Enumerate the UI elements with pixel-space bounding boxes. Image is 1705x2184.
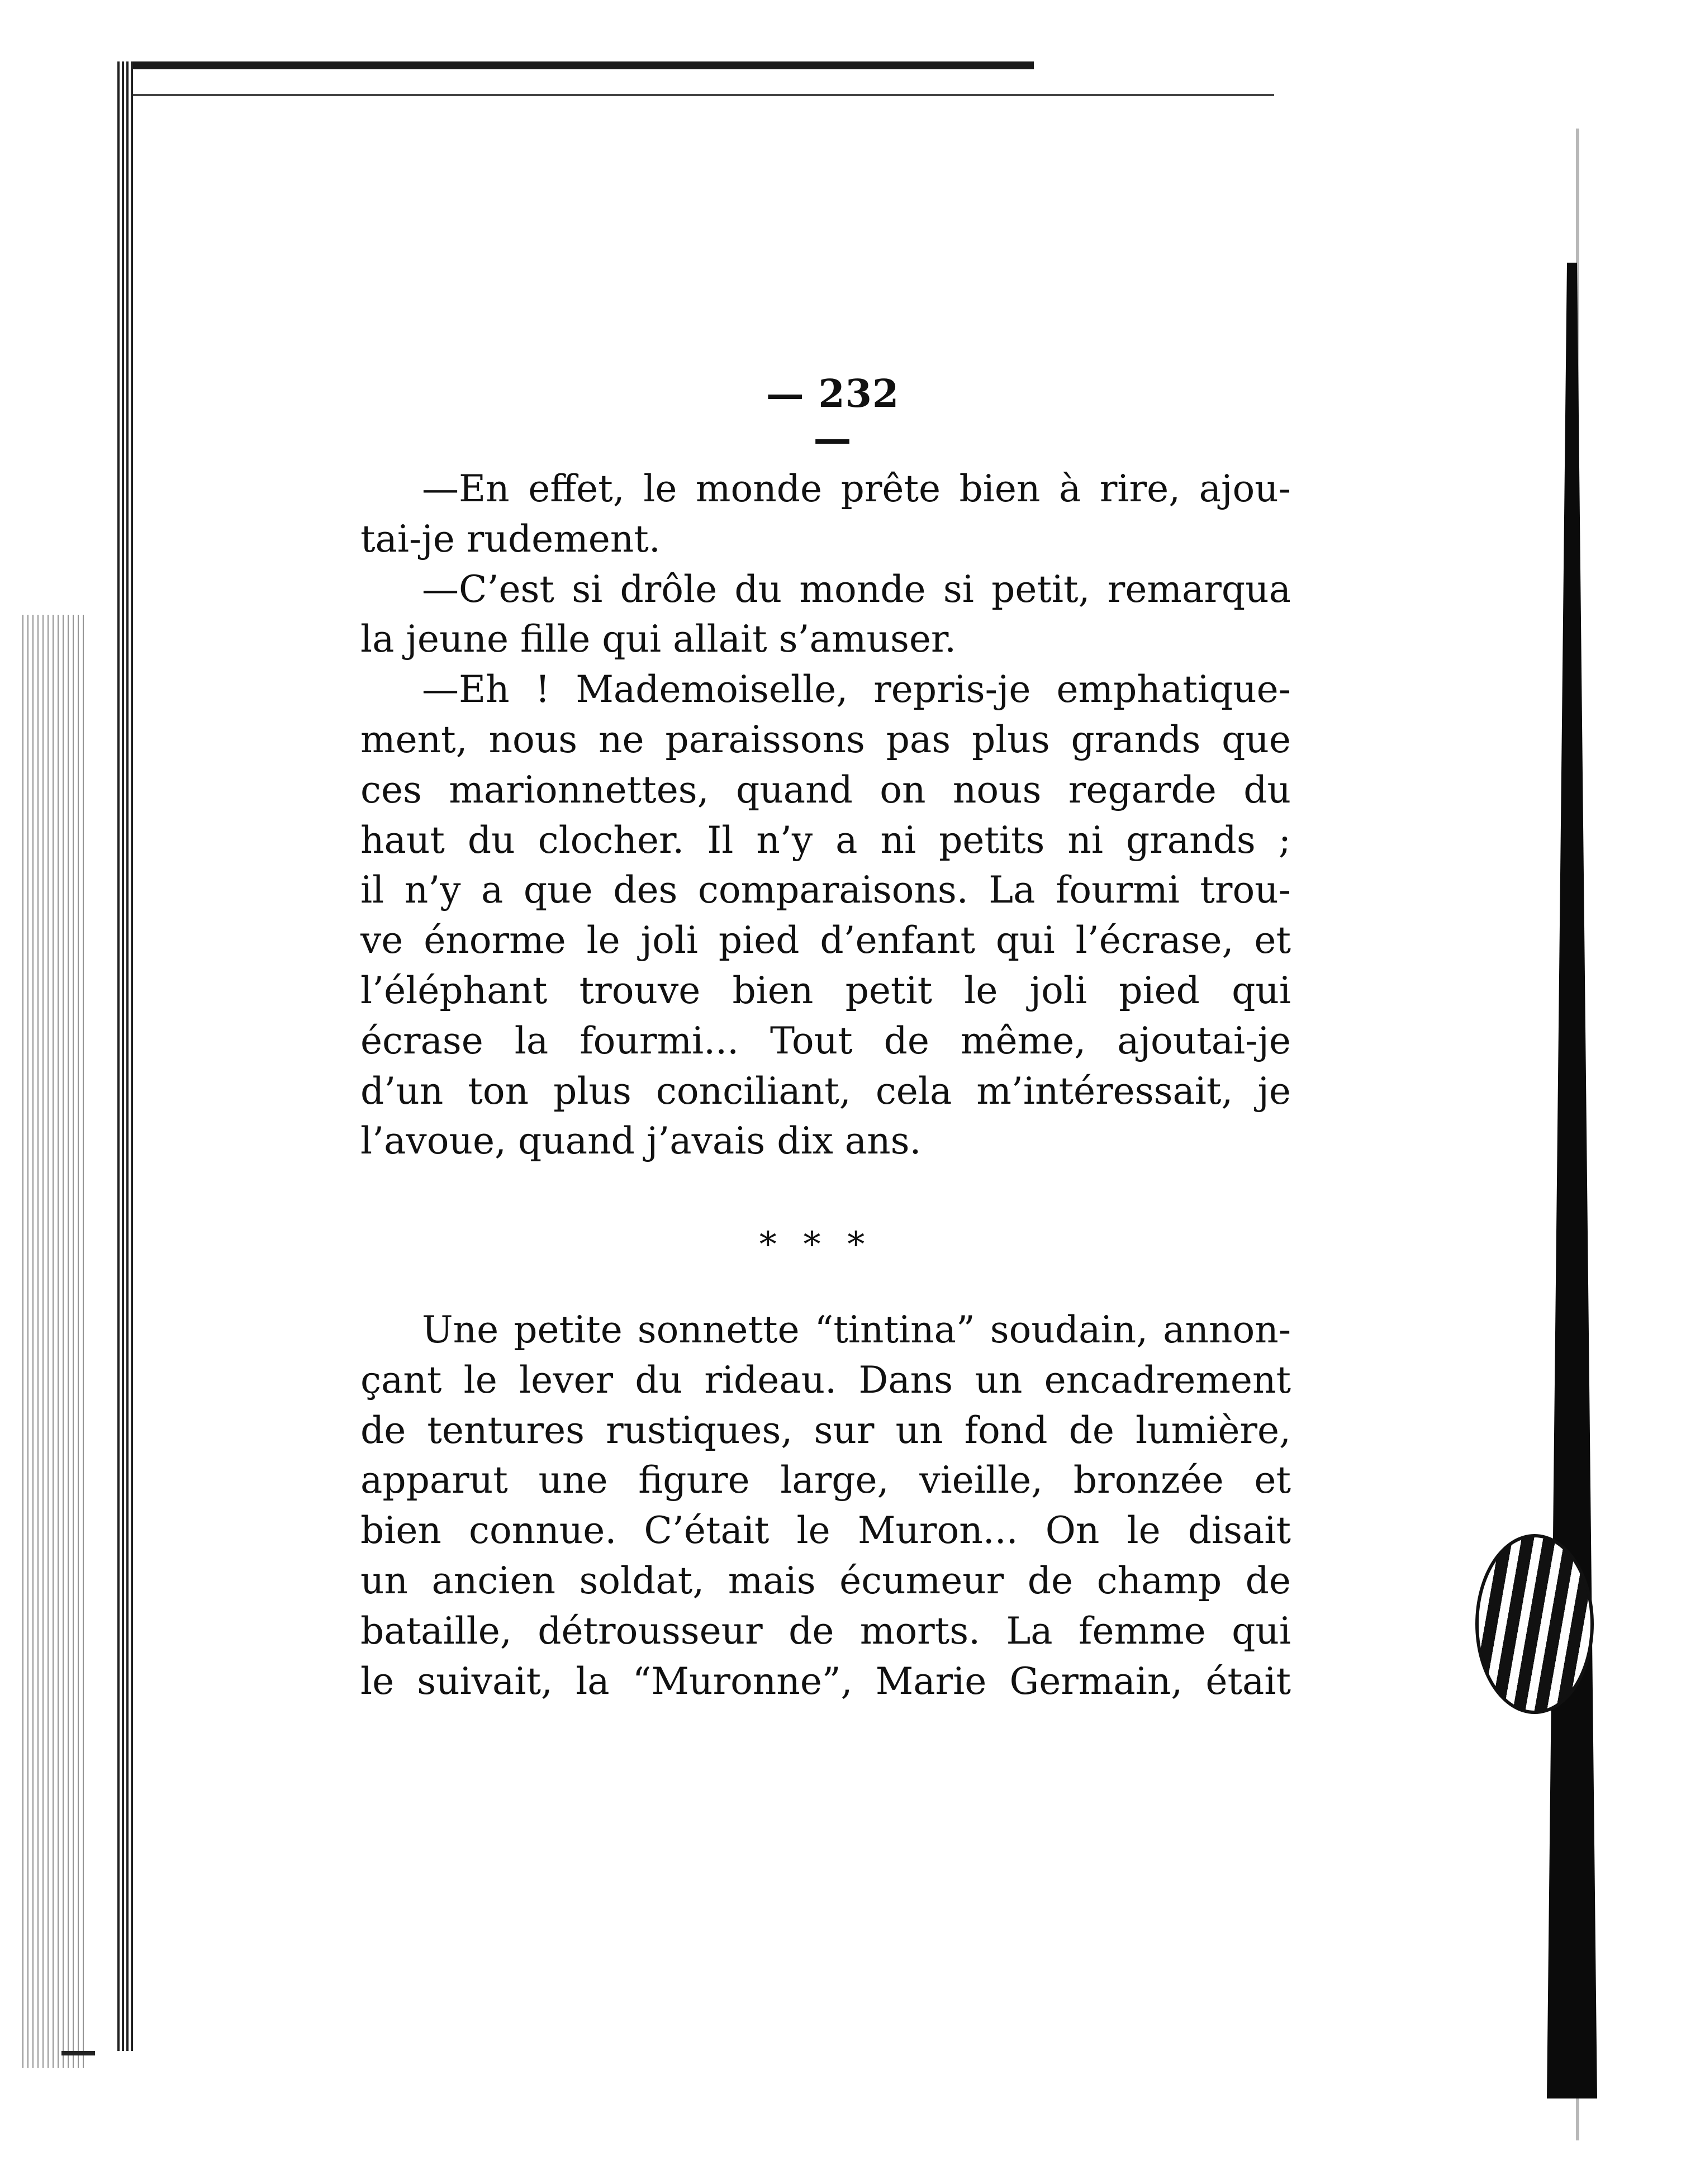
text-line: apparut une figure large, vieille, bronzée et: [360, 1459, 1291, 1502]
text-line: il n’y a que des comparaisons. La fourmi trou-: [360, 868, 1291, 912]
text-line: çant le lever du rideau. Dans un encadrement: [360, 1358, 1291, 1402]
text-line: bien connue. C’était le Muron... On le disait: [360, 1509, 1291, 1552]
text-line: Une petite sonnette “tintina” soudain, annon-: [422, 1308, 1291, 1351]
scan-shadow-bar: [1547, 263, 1597, 2098]
page-top-edge: [129, 61, 1034, 69]
text-line: ces marionnettes, quand on nous regarde du: [360, 768, 1291, 811]
paragraph-dialogue: [360, 464, 1291, 1166]
text-line: le suivait, la “Muronne”, Marie Germain, était: [360, 1659, 1291, 1703]
text-line: écrase la fourmi... Tout de même, ajoutai-je: [360, 1019, 1291, 1062]
page-number: — 232 —: [766, 372, 900, 461]
page-top-line: [129, 94, 1274, 96]
page-stack-edge: [22, 615, 84, 2068]
text-line: ve énorme le joli pied d’enfant qui l’écrase, et: [360, 919, 1291, 962]
binding-clip: [1475, 1534, 1594, 1714]
text-line: haut du clocher. Il n’y a ni petits ni grands ;: [360, 818, 1291, 862]
text-line: l’éléphant trouve bien petit le joli pied qui: [360, 968, 1291, 1012]
text-line: un ancien soldat, mais écumeur de champ de: [360, 1559, 1291, 1602]
text-line: de tentures rustiques, sur un fond de lumière,: [360, 1408, 1291, 1452]
text-line: —En effet, le monde prête bien à rire, ajou-: [422, 467, 1291, 510]
text-line: d’un ton plus conciliant, cela m’intéressait, je: [360, 1069, 1291, 1113]
text-line: la jeune fille qui allait s’amuser.: [360, 618, 957, 661]
text-line: —C’est si drôle du monde si petit, remarqua: [422, 567, 1291, 611]
section-separator: * * *: [759, 1224, 873, 1265]
text-line: ment, nous ne paraissons pas plus grands que: [360, 718, 1291, 761]
page-corner-mark: [61, 2051, 95, 2055]
text-line: —Eh ! Mademoiselle, repris-je emphatique-: [422, 668, 1291, 711]
paragraph-narrative: [360, 1305, 1291, 1706]
text-line: bataille, détrousseur de morts. La femme qui: [360, 1609, 1291, 1653]
book-spine-edge: [117, 61, 133, 2051]
text-line: tai-je rudement.: [360, 517, 661, 561]
text-line: l’avoue, quand j’avais dix ans.: [360, 1119, 922, 1163]
